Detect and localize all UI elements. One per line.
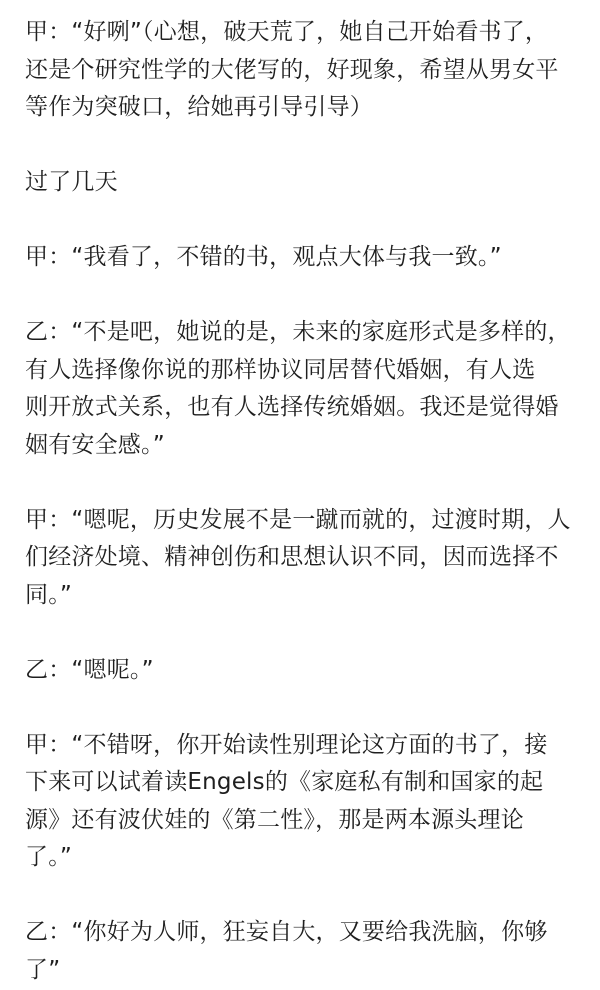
text-line: 们经济处境、精神创伤和思想认识不同，因而选择不 [25, 544, 559, 570]
text-line: 乙：“不是吧，她说的是，未来的家庭形式是多样的， [25, 319, 571, 345]
text-line: 还是个研究性学的大佬写的，好现象，希望从男女平 [25, 56, 559, 83]
paragraph-yi-reply-1 [25, 314, 585, 464]
paragraph-time-transition [25, 164, 585, 202]
text-line: 乙：“嗯呢。” [25, 656, 154, 683]
paragraph-jia-reply-3 [25, 502, 585, 615]
text-line: 了。” [25, 844, 73, 870]
text-line: 姻有安全感。” [25, 431, 165, 458]
text-line: 同。” [25, 581, 73, 608]
text-line: 甲：“好咧”（心想，破天荒了，她自己开始看书了， [25, 19, 549, 45]
paragraph-jia-reply-2 [25, 239, 585, 277]
text-line: 下来可以试着读Engels的《家庭私有制和国家的起 [25, 769, 544, 795]
paragraph-yi-reply-3 [25, 914, 585, 989]
text-line: 源》还有波伏娃的《第二性》，那是两本源头理论 [25, 806, 524, 833]
text-line: 甲：“我看了，不错的书，观点大体与我一致。” [25, 244, 502, 270]
text-line: 有人选择像你说的那样协议同居替代婚姻，有人选 [25, 356, 536, 383]
paragraph-yi-reply-2 [25, 652, 585, 690]
paragraph-jia-reply-1 [25, 14, 585, 127]
text-line: 过了几天 [25, 169, 118, 195]
paragraph-jia-reply-4 [25, 727, 585, 877]
text-line: 了” [25, 956, 61, 983]
text-line: 等作为突破口，给她再引导引导） [25, 94, 373, 120]
text-line: 乙：“你好为人师，狂妄自大，又要给我洗脑，你够 [25, 919, 548, 945]
text-line: 甲：“不错呀，你开始读性别理论这方面的书了，接 [25, 731, 548, 758]
dialogue-article [25, 14, 585, 989]
text-line: 甲：“嗯呢，历史发展不是一蹴而就的，过渡时期，人 [25, 506, 571, 533]
text-line: 则开放式关系，也有人选择传统婚姻。我还是觉得婚 [25, 394, 559, 420]
